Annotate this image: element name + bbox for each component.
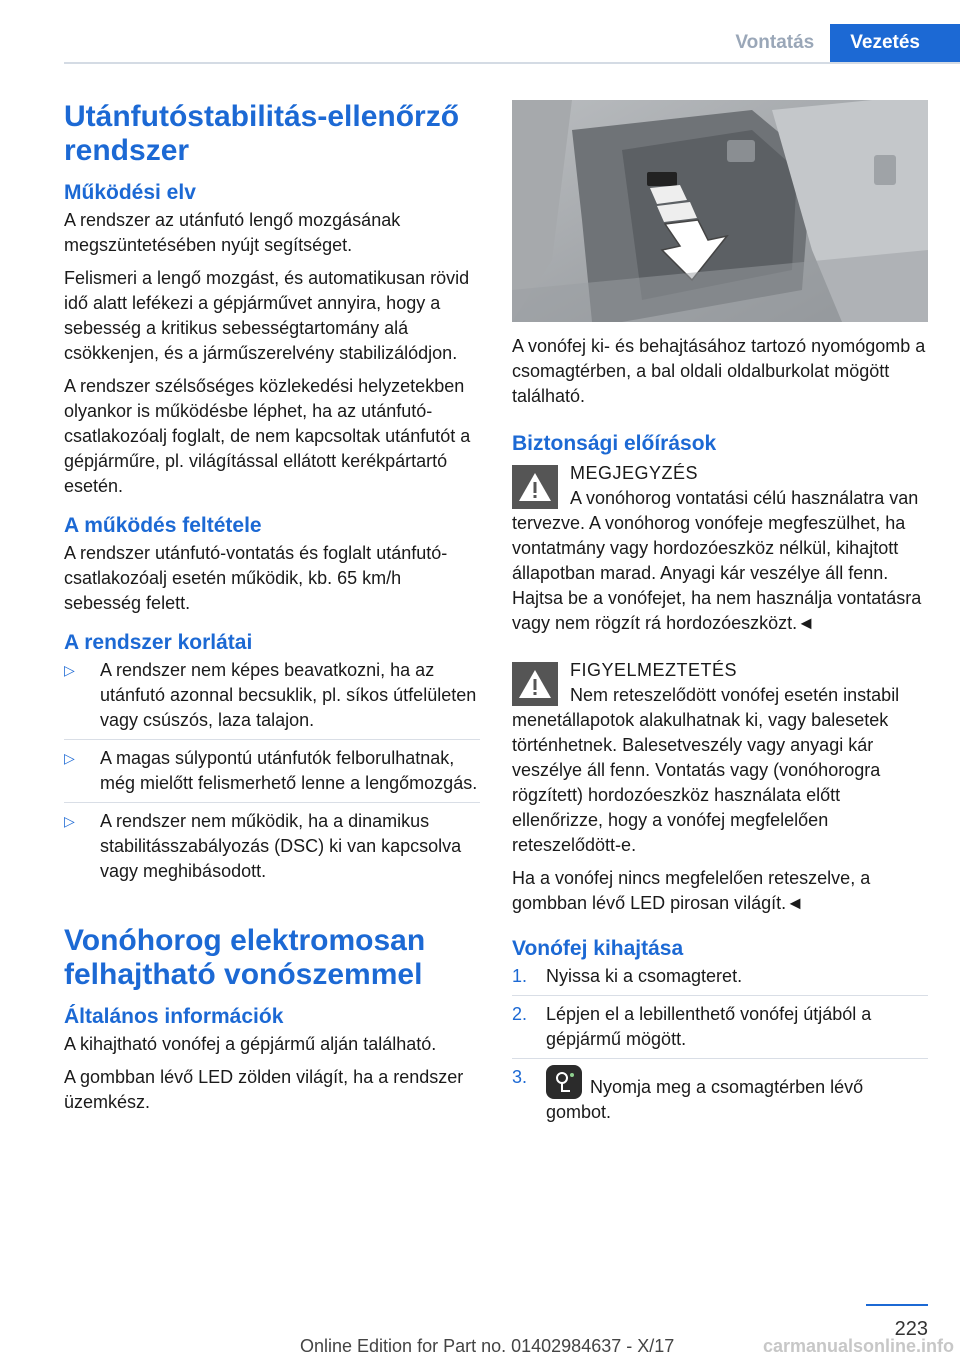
paragraph: A rendszer utánfutó-vontatás és foglalt utánfutó-csatlakozóalj esetén működik, kb. 65 km/h sebesség felett. xyxy=(64,543,448,613)
page-number-rule xyxy=(866,1304,928,1306)
section-tab[interactable]: Vontatás xyxy=(719,24,830,62)
trunk-button-photo xyxy=(512,100,928,322)
paragraph: A rendszer szélsőséges közlekedési helyzetekben olyankor is működésbe léphet, ha az utánfutó-csatlakozóalj foglalt, de nem kapcsoltak utánfutót a gépjárműre, pl. világítással ellátott kerékpártartó esetén. xyxy=(64,376,471,496)
edition-footer: Online Edition for Part no. 01402984637 - X/17 xyxy=(300,1336,675,1356)
paragraph: A gombban lévő LED zölden világít, ha a rendszer üzemkész. xyxy=(64,1067,464,1112)
paragraph: Felismeri a lengő mozgást, és automatikusan rövid idő alatt lefékezi a gépjárművet annyira, hogy a sebesség a kritikus sebességtartomány alá csökkenjen, és a járműszerelvény stabilizálódjon. xyxy=(64,268,470,363)
limits-list xyxy=(64,658,480,890)
notice-text: A vonóhorog vontatási célú használatra van tervezve. A vonóhorog vonófeje megfeszülhet, ha vontatmány vagy hordozóeszköz nélkül, kihajtott állapotban marad. Anyagi kár veszélye áll fenn. Hajtsa be a vonófejet, ha nem használja vontatásra vagy nem rögzít rá hordozóeszközt.◄ xyxy=(512,488,922,633)
watermark: carmanualsonline.info xyxy=(762,1336,954,1356)
warning-triangle-icon xyxy=(512,465,558,509)
photo-caption: A vonófej ki- és behajtásához tartozó nyomógomb a csomagtérben, a bal oldali oldalburkolat mögött található. xyxy=(512,336,926,406)
list-item: 2. Lépjen el a lebillenthető vonófej útjából a gépjármű mögött. xyxy=(512,1002,928,1059)
triangle-right-icon: ▷ xyxy=(64,662,75,678)
section-heading-safety: Biztonsági előírások xyxy=(512,432,717,455)
warning-followup: Ha a vonófej nincs megfelelően reteszelve, a gombban lévő LED pirosan világít.◄ xyxy=(512,868,871,913)
paragraph: A kihajtható vonófej a gépjármű alján található. xyxy=(64,1034,437,1054)
warning-heading: FIGYELMEZTETÉS xyxy=(570,660,738,680)
section-heading-extend-hitch: Vonófej kihajtása xyxy=(512,937,684,960)
right-column xyxy=(512,100,928,1137)
list-item: ▷ A magas súlypontú utánfutók felborulhatnak, még mielőtt felismerhető lenne a lengőmozgás. xyxy=(64,746,480,803)
list-item: 1. Nyissa ki a csomagteret. xyxy=(512,964,928,996)
left-column xyxy=(64,100,480,1123)
notice-box xyxy=(512,461,928,644)
triangle-right-icon: ▷ xyxy=(64,813,75,829)
section-title-tow-hitch: Vonóhorog elektromosan felhajtható vonószemmel xyxy=(64,924,426,991)
page-number: 223 xyxy=(894,1318,928,1340)
header-tabs xyxy=(719,24,960,62)
chapter-tab[interactable]: Vezetés xyxy=(830,24,960,62)
section-heading-conditions: A működés feltétele xyxy=(64,514,262,537)
steps-list xyxy=(512,964,928,1131)
paragraph: A rendszer az utánfutó lengő mozgásának megszüntetésében nyújt segítséget. xyxy=(64,210,401,255)
triangle-right-icon: ▷ xyxy=(64,750,75,766)
section-heading-general-info: Általános információk xyxy=(64,1005,284,1028)
warning-text: Nem reteszelődött vonófej esetén instabil menetállapotok alakulhatnak ki, vagy balesetek történhetnek. Balesetveszély vagy anyagi kár veszélye áll fenn. Vontatás vagy (vonóhorogra rögzített) hordozóeszköz használata előtt ellenőrizze, hogy a vonófej megfelelően reteszelődött-e. xyxy=(512,685,900,855)
warning-triangle-icon xyxy=(512,662,558,706)
trailer-hitch-button-icon xyxy=(546,1065,582,1099)
list-item: ▷ A rendszer nem működik, ha a dinamikus stabilitásszabályozás (DSC) ki van kapcsolva vagy meghibásodott. xyxy=(64,811,462,881)
notice-heading: MEGJEGYZÉS xyxy=(570,463,699,483)
warning-box xyxy=(512,658,928,916)
list-item: ▷ A rendszer nem képes beavatkozni, ha az utánfutó azonnal becsuklik, pl. síkos útfelületen vagy csúszós, laza talajon. xyxy=(64,658,480,740)
section-heading-working-principle: Működési elv xyxy=(64,181,196,204)
header-divider xyxy=(64,62,960,64)
page-title: Utánfutóstabilitás-ellenőrző rendszer xyxy=(64,100,460,167)
section-heading-limits: A rendszer korlátai xyxy=(64,631,253,654)
list-item: 3. Nyomja meg a csomagtérben lévő gombot. xyxy=(512,1067,864,1122)
